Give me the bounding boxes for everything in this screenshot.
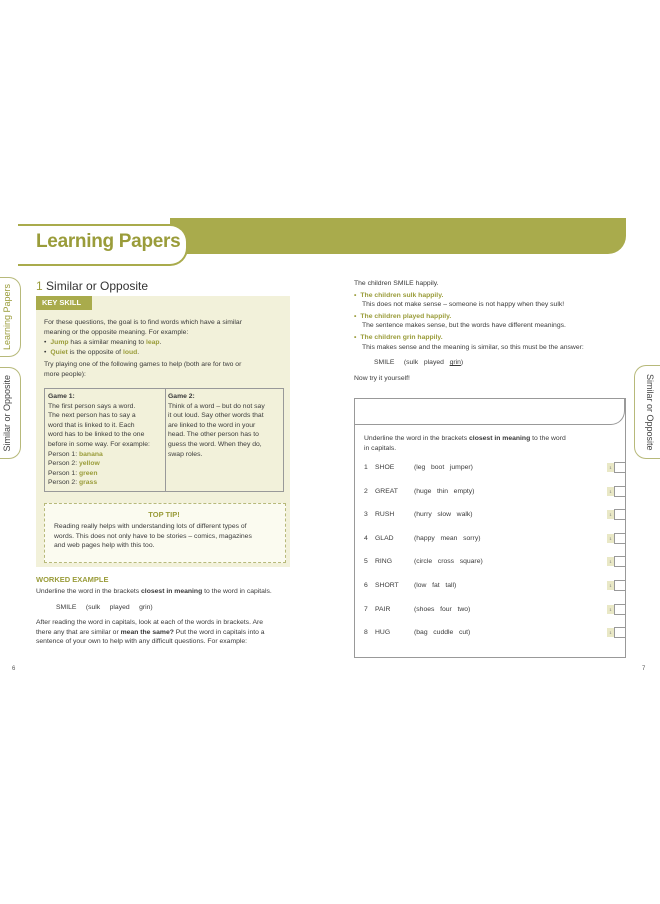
question-number: 3 <box>364 511 368 518</box>
question-word: RUSH <box>375 511 395 518</box>
side-tab-label: Similar or Opposite <box>645 373 655 451</box>
question-options[interactable]: (hurry slow walk) <box>414 511 473 518</box>
games-intro: Try playing one of the following games to help (both are for two or <box>44 361 242 369</box>
games-table <box>44 388 284 492</box>
worked-example-title: WORKED EXAMPLE <box>36 575 109 584</box>
page-number-right: 7 <box>642 666 646 672</box>
question-number: 1 <box>364 464 368 471</box>
question-options[interactable]: (huge thin empty) <box>414 488 475 495</box>
question-options[interactable]: (leg boot jumper) <box>414 464 473 471</box>
mark-label: 1 <box>607 557 614 566</box>
question-word: GLAD <box>375 535 394 542</box>
top-tip-text: Reading really helps with understanding lots of different types of words. This does not only have to be stories – comics, magazines and web pages help with this too. <box>54 523 252 550</box>
question-number: 2 <box>364 488 368 495</box>
answer-box[interactable] <box>614 627 626 638</box>
question-word: HUG <box>375 629 391 636</box>
side-tab-similar-opposite-right[interactable] <box>634 365 660 459</box>
example-explanation: The children SMILE happily. • The children sulk happily. This does not make sense – someone is not happy when they sulk! • The children played happily. The sentence makes sense, but the words have different meanings. • The children grin happily. This makes sense and the meaning is similar, so this must be the answer: SMILE (sulk played grin) Now try it yourself! <box>354 279 634 383</box>
question-instructions: Underline the word in the brackets closest in meaning to the word in capitals. <box>364 435 566 452</box>
question-word: GREAT <box>375 488 398 495</box>
game-1-cell: Game 1: The first person says a word. The next person has to say a word that is linked to it. Each word has to be linked to the one before in some way. For example: Person 1: banana Person 2: yellow Person 1: green Person 2: grass <box>48 392 163 488</box>
example-sentence: The children SMILE happily. <box>354 280 439 287</box>
mark-label: 1 <box>607 487 614 496</box>
question-word: SHORT <box>375 582 399 589</box>
question-box-header <box>354 398 625 425</box>
page-number-left: 6 <box>12 666 16 672</box>
answer-box[interactable] <box>614 486 626 497</box>
question-word: SHOE <box>375 464 395 471</box>
games-intro: more people): <box>44 370 86 378</box>
bullet-item: • Quiet is the opposite of loud. <box>44 348 140 356</box>
section-title <box>36 279 148 293</box>
mark-label: 1 <box>607 628 614 637</box>
answer-line: SMILE (sulk played grin) <box>374 359 464 367</box>
question-word: PAIR <box>375 606 391 613</box>
question-options[interactable]: (happy mean sorry) <box>414 535 481 542</box>
mark-label: 1 <box>607 605 614 614</box>
question-number: 6 <box>364 582 368 589</box>
question-options[interactable]: (circle cross square) <box>414 558 483 565</box>
mark-label: 1 <box>607 534 614 543</box>
side-tab-label: Similar or Opposite <box>2 374 12 452</box>
side-tab-learning-papers[interactable] <box>0 277 21 357</box>
game-title: Game 2: <box>168 393 195 400</box>
section-title-text: Similar or Opposite <box>46 279 149 293</box>
top-tip-title: TOP TIP! <box>148 510 180 519</box>
side-tab-similar-opposite-left[interactable] <box>0 367 21 459</box>
page-title: Learning Papers <box>36 231 181 252</box>
question-number: 4 <box>364 535 368 542</box>
key-skill-label: KEY SKILL <box>36 296 92 310</box>
question-number: 5 <box>364 558 368 565</box>
question-options[interactable]: (shoes four two) <box>414 606 471 613</box>
section-number: 1 <box>36 279 43 293</box>
key-skill-text <box>44 318 284 380</box>
answer-box[interactable] <box>614 580 626 591</box>
header-band <box>170 218 626 254</box>
question-number: 8 <box>364 629 368 636</box>
question-options[interactable]: (bag cuddle cut) <box>414 629 471 636</box>
game-title: Game 1: <box>48 393 75 400</box>
game-2-cell: Game 2: Think of a word – but do not say it out loud. Say other words that are linked to the word in your head. The other person has to guess the word. When they do, swap roles. <box>168 392 282 459</box>
answer-box[interactable] <box>614 604 626 615</box>
intro-line: meaning or the opposite meaning. For example: <box>44 328 189 336</box>
question-options[interactable]: (low fat tall) <box>414 582 457 589</box>
mark-label: 1 <box>607 510 614 519</box>
answer-box[interactable] <box>614 509 626 520</box>
answer-box[interactable] <box>614 533 626 544</box>
question-word: RING <box>375 558 392 565</box>
worked-example-text: Underline the word in the brackets closest in meaning to the word in capitals. SMILE (sulk played grin) After reading the word in capitals, look at each of the words in brackets. Are there any that are similar or mean the same? Put the word in capitals into a sentence of your own to help with any difficult questions. For example: <box>36 587 296 647</box>
intro-line: For these questions, the goal is to find words which have a similar <box>44 319 242 326</box>
try-yourself: Now try it yourself! <box>354 374 410 382</box>
table-divider <box>165 389 166 491</box>
worked-example-item: SMILE (sulk played grin) <box>56 603 153 611</box>
side-tab-label: Learning Papers <box>2 283 12 351</box>
question-number: 7 <box>364 606 368 613</box>
answer-box[interactable] <box>614 556 626 567</box>
mark-label: 1 <box>607 581 614 590</box>
answer-box[interactable] <box>614 462 626 473</box>
mark-label: 1 <box>607 463 614 472</box>
bullet-item: • Jump has a similar meaning to leap. <box>44 339 162 347</box>
